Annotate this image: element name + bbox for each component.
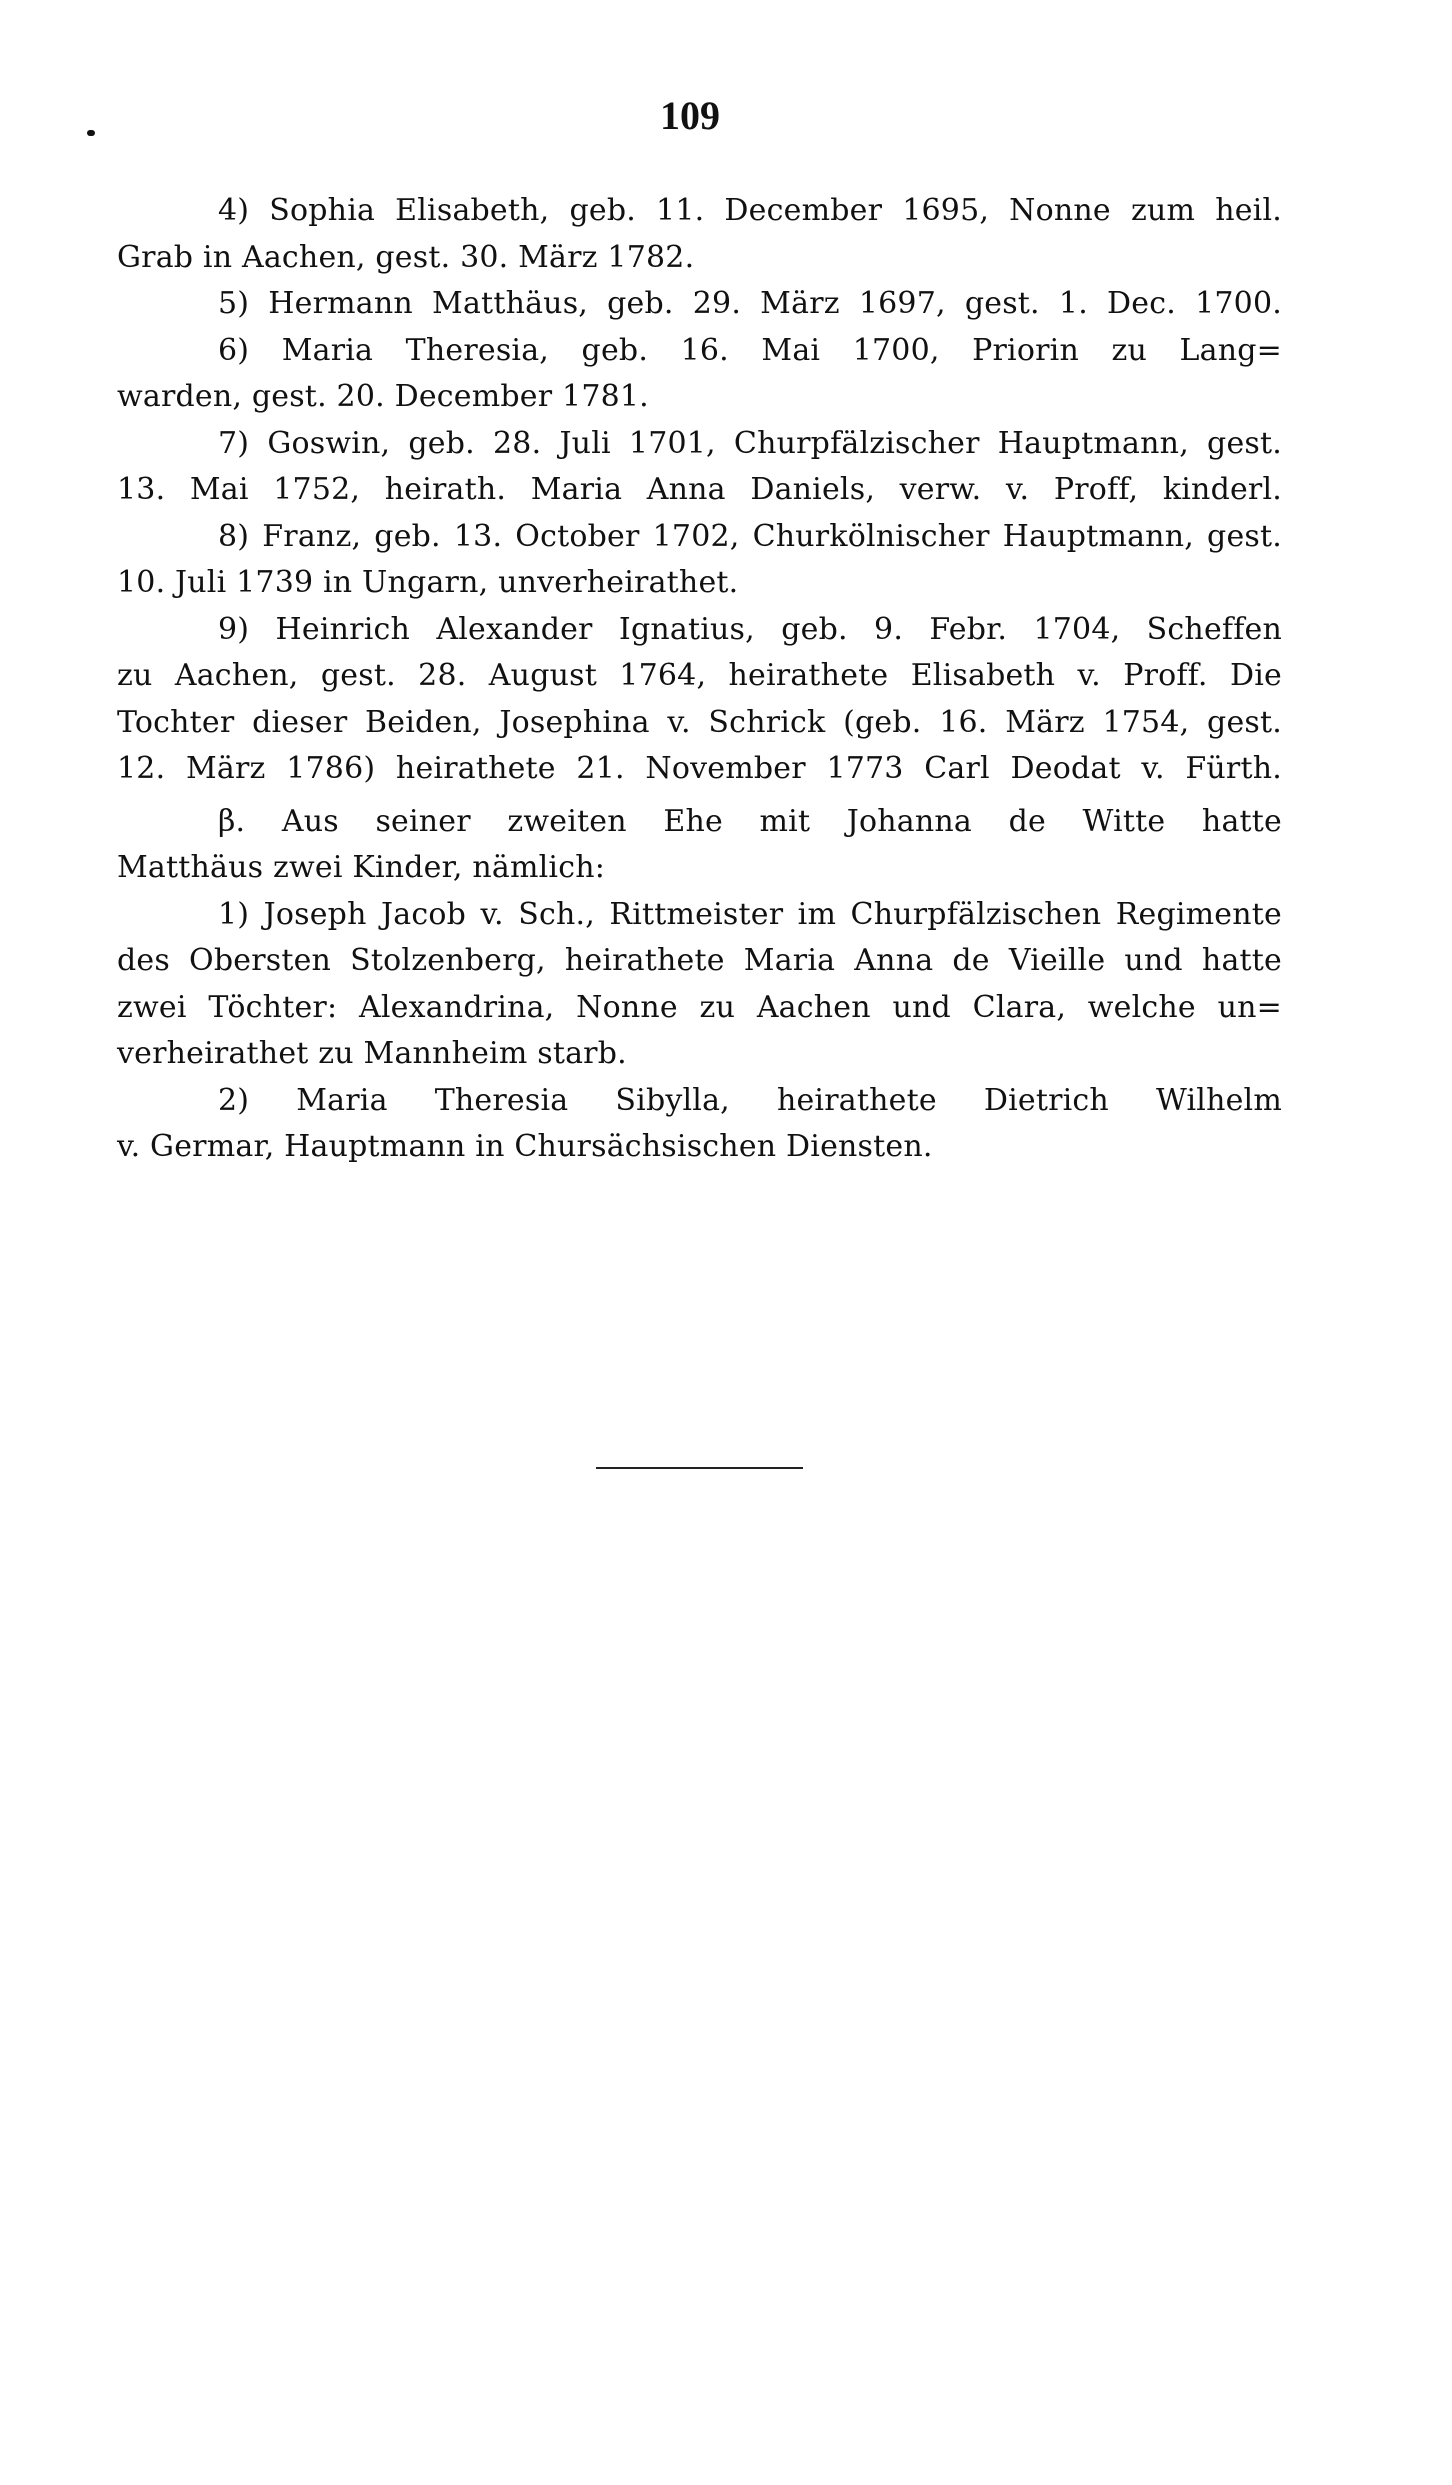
text-line: 5) Hermann Matthäus, geb. 29. März 1697, gest. 1. Dec. 1700.: [218, 286, 1282, 321]
text-line: 7) Goswin, geb. 28. Juli 1701, Churpfälzischer Hauptmann, gest.: [218, 425, 1282, 461]
text-line: verheirathet zu Mannheim starb.: [117, 1036, 627, 1071]
text-line: β. Aus seiner zweiten Ehe mit Johanna de Witte hatte: [218, 803, 1282, 839]
text-line: zu Aachen, gest. 28. August 1764, heirathete Elisabeth v. Proff. Die: [117, 658, 1282, 693]
text-line: v. Germar, Hauptmann in Chursächsischen Diensten.: [117, 1129, 933, 1164]
text-line: 13. Mai 1752, heirath. Maria Anna Daniels, verw. v. Proff, kinderl.: [117, 472, 1282, 507]
text-line: warden, gest. 20. December 1781.: [117, 379, 649, 414]
text-line: Tochter dieser Beiden, Josephina v. Schrick (geb. 16. März 1754, gest.: [117, 704, 1282, 740]
text-line: 1) Joseph Jacob v. Sch., Rittmeister im Churpfälzischen Regimente: [218, 896, 1282, 932]
end-of-section-rule: [596, 1467, 803, 1469]
text-line: 10. Juli 1739 in Ungarn, unverheirathet.: [117, 565, 739, 600]
page-number: 109: [660, 93, 720, 138]
text-line: 9) Heinrich Alexander Ignatius, geb. 9. Febr. 1704, Scheffen: [218, 611, 1282, 647]
text-line: 2) Maria Theresia Sibylla, heirathete Dietrich Wilhelm: [218, 1082, 1282, 1118]
text-line: des Obersten Stolzenberg, heirathete Maria Anna de Vieille und hatte: [117, 943, 1282, 978]
text-line: Matthäus zwei Kinder, nämlich:: [117, 850, 606, 885]
text-line: 8) Franz, geb. 13. October 1702, Churkölnischer Hauptmann, gest.: [218, 518, 1282, 554]
text-line: 12. März 1786) heirathete 21. November 1773 Carl Deodat v. Fürth.: [117, 751, 1282, 786]
text-line: Grab in Aachen, gest. 30. März 1782.: [117, 239, 695, 275]
text-line: 6) Maria Theresia, geb. 16. Mai 1700, Priorin zu Lang=: [218, 332, 1282, 368]
text-line: 4) Sophia Elisabeth, geb. 11. December 1695, Nonne zum heil.: [218, 193, 1282, 228]
text-line: zwei Töchter: Alexandrina, Nonne zu Aachen und Clara, welche un=: [117, 989, 1282, 1025]
body-text: [117, 188, 1282, 1171]
scan-artifact-mark: [87, 130, 95, 136]
